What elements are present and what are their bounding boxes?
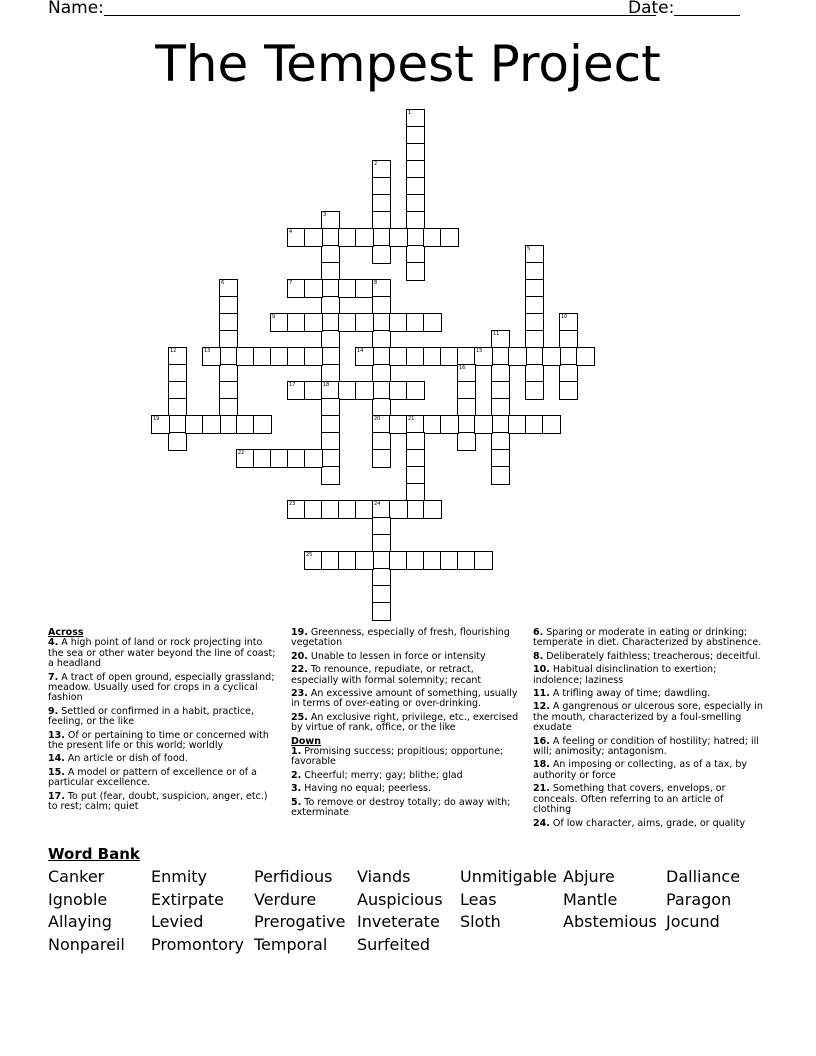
grid-cell[interactable] [576,347,595,366]
clue-text: Settled or confirmed in a habit, practice, feeling, or the like [48,705,255,728]
word-bank-item: Unmitigable [460,867,558,886]
grid-cell[interactable] [525,381,544,400]
down-clue [533,784,763,815]
clue-text: An article or dish of food. [64,753,188,765]
down-clue [533,689,763,699]
clue-text: A tract of open ground, especially grassland; meadow. Usually used for crops in a cyclical fashion [48,671,275,704]
down-clue [533,652,763,662]
word-bank-heading: Word Bank [48,845,140,863]
grid-cell[interactable] [355,313,374,332]
down-clue [533,702,763,733]
clue-number: 24. [533,817,550,829]
grid-cell[interactable] [457,432,476,451]
clue-number: 13. [48,729,65,741]
clue-number: 25. [291,711,308,723]
clue-text: To remove or destroy totally; do away with; exterminate [291,796,511,819]
clue-number: 1. [291,746,302,758]
clue-number: 15. [48,766,65,778]
down-clue [291,747,523,768]
across-clue [291,689,523,710]
cell-number: 22 [238,450,245,456]
grid-cell[interactable] [304,347,323,366]
clue-text: A feeling or condition of hostility; hatred; ill will; animosity; antagonism. [533,735,759,758]
clue-column-2 [291,628,523,822]
clue-number: 11. [533,688,550,700]
cell-number: 21 [408,416,415,422]
clue-text: An excessive amount of something, usually in terms of over-eating or over-drinking. [291,688,518,710]
word-bank-item: Abjure [563,867,615,886]
across-heading: Across [48,627,84,638]
word-bank-item: Verdure [254,889,317,909]
cell-number: 6 [221,280,225,286]
grid-cell[interactable] [355,347,374,366]
cell-number: 10 [561,314,568,320]
cell-number: 16 [459,365,466,371]
clue-number: 23. [291,688,308,700]
grid-cell[interactable] [474,551,493,570]
clue-number: 9. [48,705,59,717]
down-clue [291,771,523,781]
across-clue [291,665,523,686]
word-bank-item: Auspicious [357,889,443,909]
across-clue [48,731,280,752]
grid-cell[interactable] [406,262,425,281]
grid-cell[interactable] [508,347,527,366]
cell-number: 1 [408,110,412,116]
cell-number: 7 [289,280,293,286]
word-bank-item: Ignoble [48,889,108,909]
word-bank-list [48,866,788,957]
down-clue [291,798,523,819]
grid-cell[interactable] [491,466,510,485]
clue-number: 10. [533,664,550,676]
clue-text: To put (fear, doubt, suspicion, anger, etc.) to rest; calm; quiet [48,790,268,813]
word-bank-item: Allaying [48,912,112,932]
clue-number: 2. [291,769,302,781]
cell-number: 13 [204,348,211,354]
clue-number: 5. [291,796,302,808]
across-clue [48,638,280,669]
word-bank-item: Perfidious [254,867,333,886]
clue-text: Habitual disinclination to exertion; indolence; laziness [533,664,717,686]
down-clue [533,665,763,686]
grid-cell[interactable] [372,602,391,621]
clue-text: Promising success; propitious; opportune; favorable [291,746,504,768]
clue-text: Of low character, aims, grade, or quality [549,817,746,829]
grid-cell[interactable] [372,245,391,264]
word-bank-item: Sloth [460,912,501,932]
clue-number: 17. [48,790,65,802]
grid-cell[interactable] [423,313,442,332]
down-clue [533,819,763,829]
cell-number: 17 [289,382,296,388]
cell-number: 23 [289,501,296,507]
cell-number: 2 [374,161,378,167]
word-bank-item: Paragon [666,889,732,909]
grid-cell[interactable] [168,432,187,451]
word-bank-item: Leas [460,889,497,909]
name-label: Name: [48,0,104,18]
across-clue [48,754,280,764]
word-bank-item: Mantle [563,889,618,909]
clues [0,628,816,828]
down-clue [533,737,763,758]
clue-text: Having no equal; peerless. [301,783,432,795]
clue-text: Cheerful; merry; gay; blithe; glad [301,769,463,781]
cell-number: 25 [306,552,313,558]
clue-text: An imposing or collecting, as of a tax, by authority or force [533,759,748,781]
grid-cell[interactable] [406,381,425,400]
clue-text: To renounce, repudiate, or retract, especially with formal solemnity; recant [291,664,482,686]
clue-column-3 [533,628,763,832]
page-title: The Tempest Project [155,35,661,93]
cell-number: 11 [493,331,500,337]
grid-cell[interactable] [355,228,374,247]
grid-cell[interactable] [304,279,323,298]
word-bank-item: Nonpareil [48,935,125,955]
grid-cell[interactable] [474,347,493,366]
grid-cell[interactable] [389,228,408,247]
grid-cell[interactable] [423,500,442,519]
grid-cell[interactable] [321,466,340,485]
date-label: Date: [628,0,675,18]
grid-cell[interactable] [304,313,323,332]
grid-cell[interactable] [372,449,391,468]
grid-cell[interactable] [559,381,578,400]
down-list-a [291,747,523,818]
grid-cell[interactable] [304,228,323,247]
clue-number: 8. [533,650,544,662]
down-clue [533,628,763,649]
across-clue [48,768,280,789]
clue-text: A gangrenous or ulcerous sore, especially in the mouth, characterized by a foul-smelling exudate [533,701,763,734]
word-bank [48,844,788,957]
cell-number: 8 [374,280,378,286]
clue-number: 4. [48,637,59,649]
word-bank-item: Extirpate [151,889,224,909]
clue-number: 6. [533,627,544,638]
cell-number: 18 [323,382,330,388]
clue-text: A model or pattern of excellence or of a particular excellence. [48,766,257,789]
cell-number: 24 [374,501,381,507]
grid-cell[interactable] [389,500,408,519]
clue-text: An exclusive right, privilege, etc., exercised by virtue of rank, office, or the like [291,711,519,734]
cell-number: 9 [272,314,276,320]
cell-number: 4 [289,229,293,235]
cell-number: 12 [170,348,177,354]
grid-cell[interactable] [440,415,459,434]
across-clue [291,652,523,662]
clue-text: Sparing or moderate in eating or drinking; temperate in diet. Characterized by abstinence. [533,627,762,649]
word-bank-item: Levied [151,912,204,932]
clue-number: 12. [533,701,550,713]
clue-number: 18. [533,759,550,771]
grid-cell[interactable] [304,449,323,468]
word-bank-item: Promontory [151,935,245,955]
word-bank-item: Canker [48,867,105,886]
clue-column-1 [48,628,280,816]
across-list-b [291,628,523,734]
down-list-b [533,628,763,829]
grid-cell[interactable] [151,415,170,434]
clue-number: 19. [291,627,308,638]
clue-text: Something that covers, envelops, or conceals. Often referring to an article of clothing [533,783,726,816]
grid-cell[interactable] [474,415,493,434]
grid-cell[interactable] [355,551,374,570]
across-clue [291,713,523,734]
grid-cell[interactable] [355,381,374,400]
down-clue [291,784,523,794]
word-bank-item: Temporal [254,935,328,955]
grid-cell[interactable] [202,347,221,366]
clue-text: Unable to lessen in force or intensity [307,650,486,662]
cell-number: 20 [374,416,381,422]
cell-number: 14 [357,348,364,354]
clue-text: A trifling away of time; dawdling. [549,688,711,700]
clue-text: Deliberately faithless; treacherous; deceitful. [543,650,761,662]
across-clue [48,673,280,704]
clue-text: A high point of land or rock projecting into the sea or other water beyond the line of coast; a headland [48,637,276,670]
cell-number: 3 [323,212,327,218]
word-bank-item: Viands [357,867,411,886]
clue-number: 22. [291,664,308,676]
word-bank-item: Prerogative [254,912,346,932]
word-bank-item: Abstemious [563,912,657,932]
clue-number: 14. [48,753,65,765]
grid-cell[interactable] [202,415,221,434]
word-bank-item: Enmity [151,867,208,886]
clue-number: 20. [291,650,308,662]
grid-cell[interactable] [253,415,272,434]
down-clue [533,760,763,781]
word-bank-item: Dalliance [666,867,741,886]
clue-number: 16. [533,735,550,747]
word-bank-item: Surfeited [357,935,431,955]
across-clue [48,707,280,728]
clue-number: 3. [291,783,302,795]
clue-number: 21. [533,783,550,795]
word-bank-item: Inveterate [357,912,440,932]
word-bank-item: Jocund [666,912,720,932]
across-list-a [48,638,280,812]
across-clue [48,792,280,813]
clue-text: Greenness, especially of fresh, flourishing vegetation [291,627,510,649]
cell-number: 15 [476,348,483,354]
grid-cell[interactable] [542,347,561,366]
cell-number: 5 [527,246,531,252]
clue-number: 7. [48,671,59,683]
down-heading: Down [291,735,321,747]
clue-text: Of or pertaining to time or concerned with the present life or this world; worldly [48,729,269,752]
across-clue [291,628,523,649]
grid-cell[interactable] [542,415,561,434]
grid-cell[interactable] [440,228,459,247]
cell-number: 19 [153,416,160,422]
